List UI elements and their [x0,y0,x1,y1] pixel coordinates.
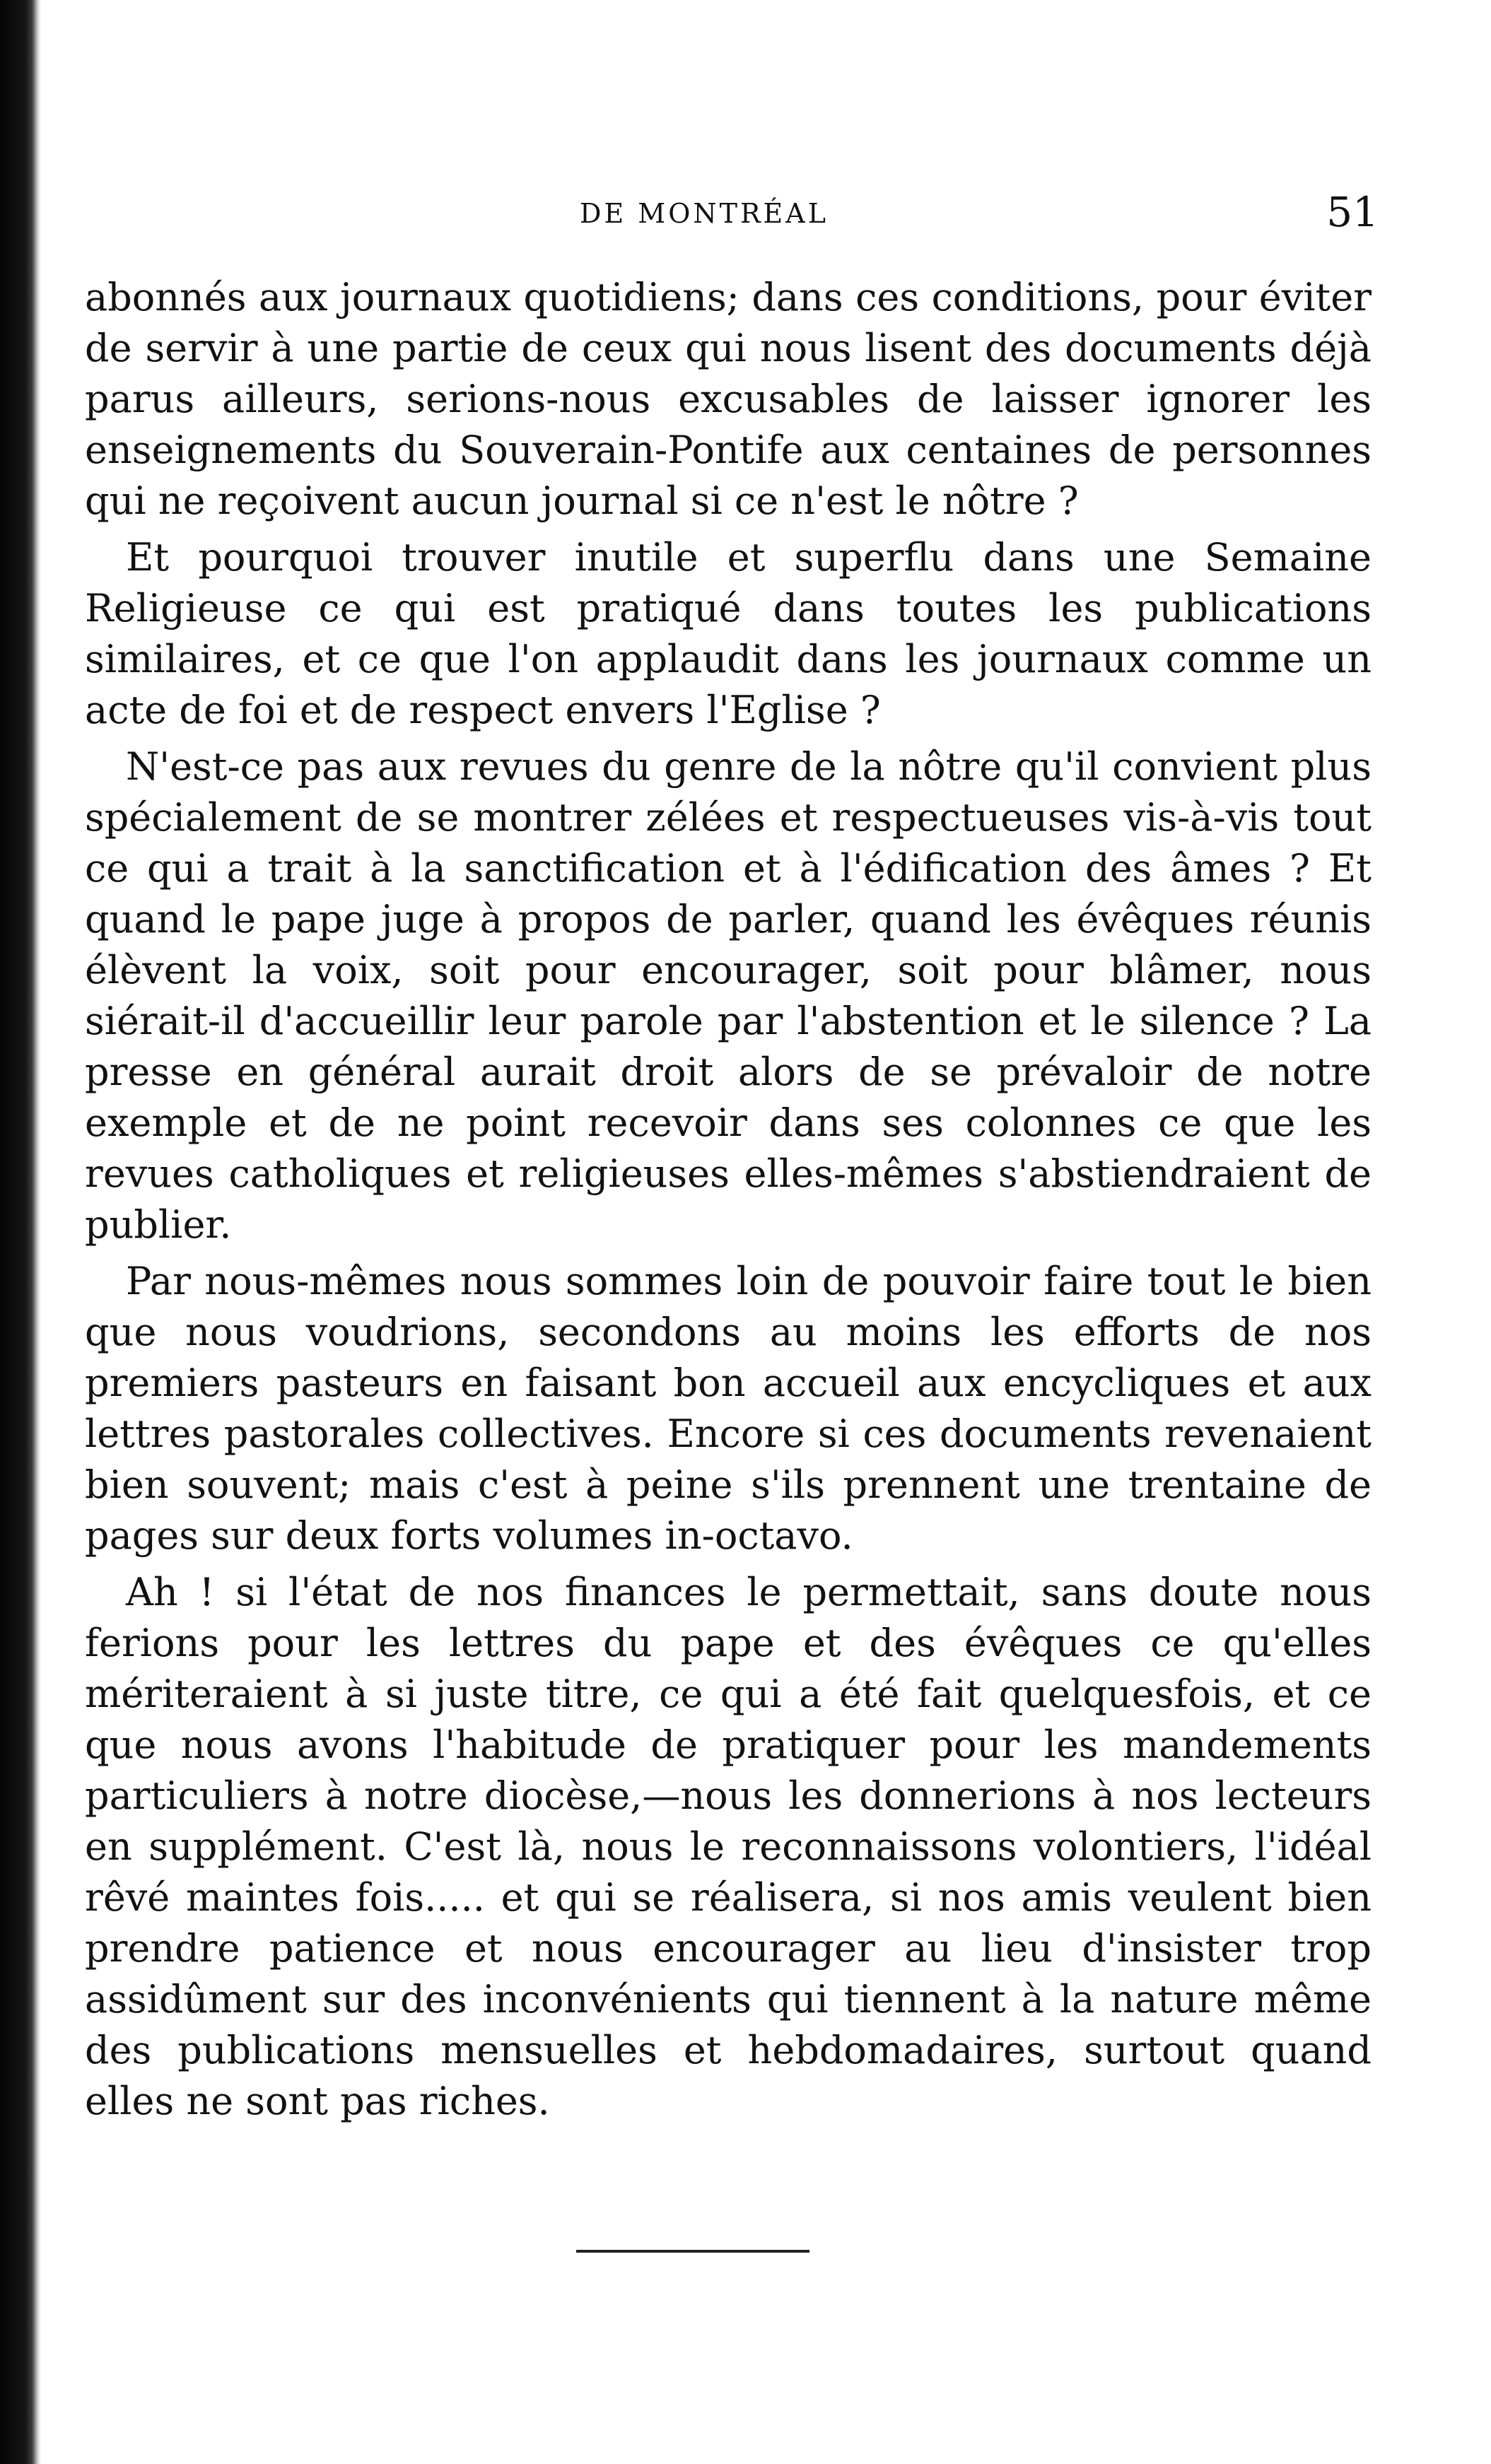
page-number: 51 [1326,188,1379,236]
paragraph-3: N'est-ce pas aux revues du genre de la nôtre qu'il convient plus spécialement de se montrer zélées et respectueuses vis-à-vis tout ce qui a trait à la sanctification et à l'édification des âmes ? Et quand le pape juge à propos de parler, quand les évêques réunis élèvent la voix, soit pour encourager, soit pour blâmer, nous siérait-il d'accueillir leur parole par l'abstention et le silence ? La presse en général aurait droit alors de se prévaloir de notre exemple et de ne point recevoir dans ses colonnes ce que les revues catholiques et religieuses elles-mêmes s'abstiendraient de publier. [85,744,1372,1247]
running-title: DE MONTRÉAL [580,198,829,229]
page-header [580,188,1379,247]
page-binding-edge [0,0,41,2464]
body-text [85,272,1372,2132]
end-rule [576,2250,809,2253]
paragraph-5: Ah ! si l'état de nos finances le permettait, sans doute nous ferions pour les lettres du pape et des évêques ce qu'elles mériteraient à si juste titre, ce qui a été fait quelquesfois, et ce que nous avons l'habitude de pratiquer pour les mandements particuliers à notre diocèse,—nous les donnerions à nos lecteurs en supplément. C'est là, nous le reconnaissons volontiers, l'idéal rêvé maintes fois..... et qui se réalisera, si nos amis veulent bien prendre patience et nous encourager au lieu d'insister trop assidûment sur des inconvénients qui tiennent à la nature même des publications mensuelles et hebdomadaires, surtout quand elles ne sont pas riches. [85,1570,1372,2123]
paragraph-1: abonnés aux journaux quotidiens; dans ces conditions, pour éviter de servir à une partie de ceux qui nous lisent des documents déjà parus ailleurs, serions-nous excusables de laisser ignorer les enseignements du Souverain-Pontife aux centaines de personnes qui ne reçoivent aucun journal si ce n'est le nôtre ? [85,275,1372,523]
paragraph-2: Et pourquoi trouver inutile et superflu dans une Semaine Religieuse ce qui est pratiqué dans toutes les publications similaires, et ce que l'on applaudit dans les journaux comme un acte de foi et de respect envers l'Eglise ? [85,535,1372,732]
paragraph-4: Par nous-mêmes nous sommes loin de pouvoir faire tout le bien que nous voudrions, secondons au moins les efforts de nos premiers pasteurs en faisant bon accueil aux encycliques et aux lettres pastorales collectives. Encore si ces documents revenaient bien souvent; mais c'est à peine s'ils prennent une trentaine de pages sur deux forts volumes in-octavo. [85,1259,1372,1558]
